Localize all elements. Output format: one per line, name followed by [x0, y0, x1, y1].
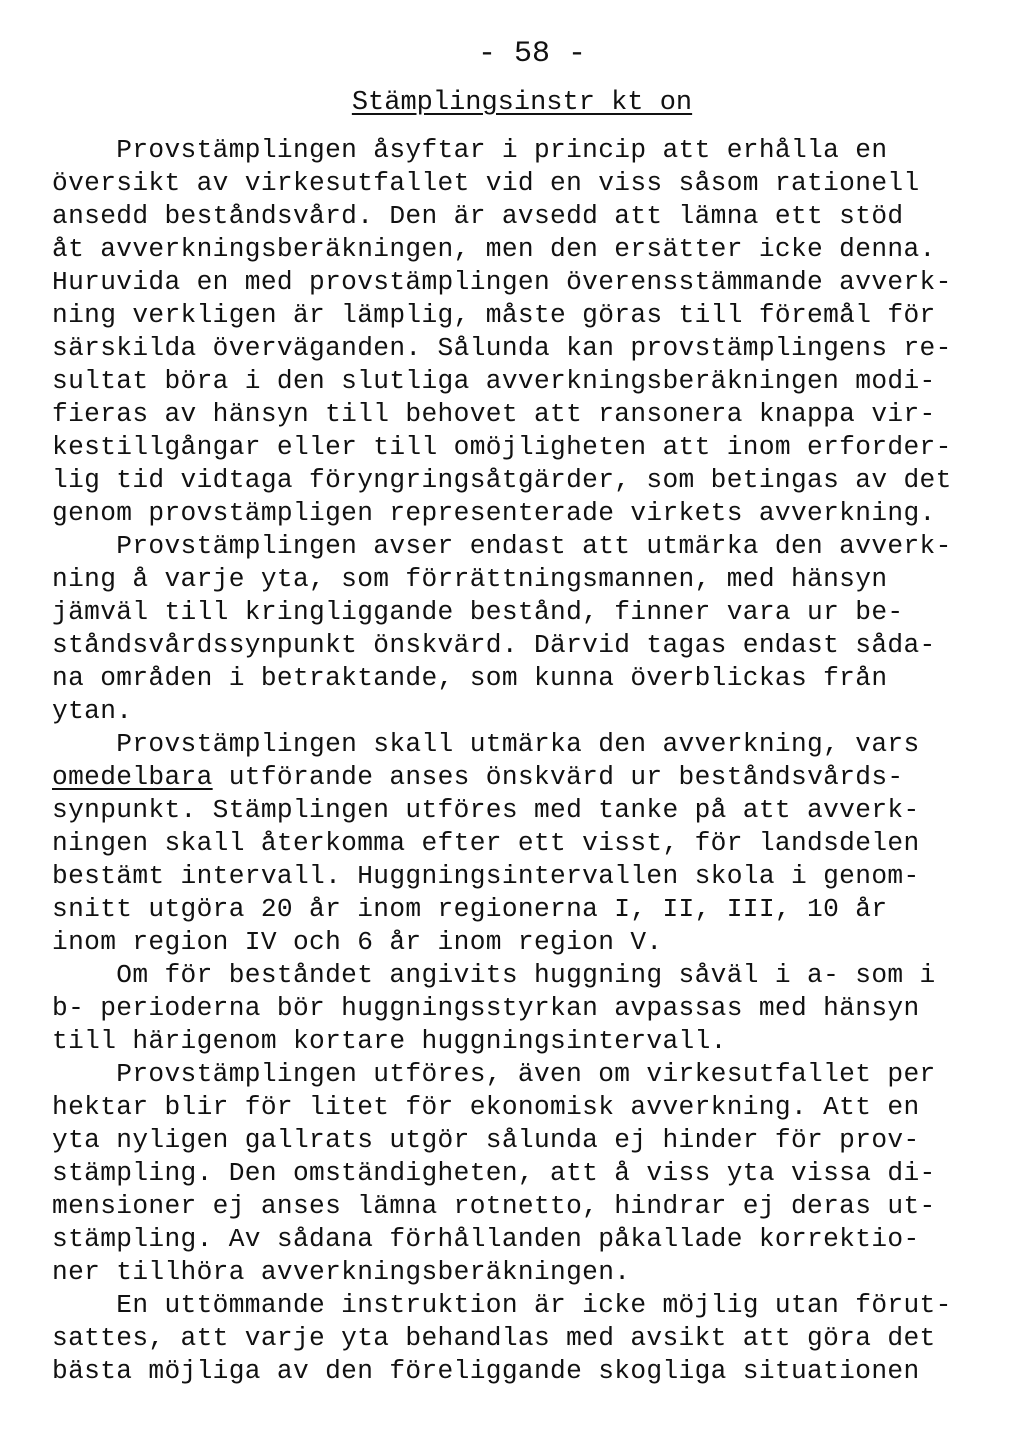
text-line: bestämt intervall. Huggningsintervallen skola i genom-	[52, 861, 920, 891]
text-line: ansedd beståndsvård. Den är avsedd att lämna ett stöd	[52, 201, 904, 231]
text-line: ytan.	[52, 696, 133, 726]
text-line: synpunkt. Stämplingen utföres med tanke på att avverk-	[52, 795, 920, 825]
body-text	[52, 134, 992, 1388]
text-line: Provstämplingen åsyftar i princip att erhålla en	[52, 135, 888, 165]
text-line: stämpling. Den omständigheten, att å viss yta vissa di-	[52, 1158, 936, 1188]
text-line: ningen skall återkomma efter ett visst, för landsdelen	[52, 828, 920, 858]
text-line: Provstämplingen avser endast att utmärka den avverk-	[52, 531, 952, 561]
page-number: - 58 -	[477, 37, 587, 71]
page-title: Stämplingsinstr kt on	[351, 88, 693, 118]
text-line: till härigenom kortare huggningsintervall.	[52, 1026, 727, 1056]
text-line: Om för beståndet angivits huggning såväl i a- som i	[52, 960, 936, 990]
text-line: yta nyligen gallrats utgör sålunda ej hinder för prov-	[52, 1125, 920, 1155]
text-line: hektar blir för litet för ekonomisk avverkning. Att en	[52, 1092, 920, 1122]
text-line: b- perioderna bör huggningsstyrkan avpassas med hänsyn	[52, 993, 920, 1023]
text-line: lig tid vidtaga föryngringsåtgärder, som betingas av det	[52, 465, 952, 495]
text-line: En uttömmande instruktion är icke möjlig utan förut-	[52, 1290, 952, 1320]
text-line: bästa möjliga av den föreliggande skogliga situationen	[52, 1356, 920, 1386]
text-line: ning å varje yta, som förrättningsmannen, med hänsyn	[52, 564, 888, 594]
text-line: Provstämplingen utföres, även om virkesutfallet per	[52, 1059, 936, 1089]
text-line: genom provstämpligen representerade virkets avverkning.	[52, 498, 936, 528]
text-line: ner tillhöra avverkningsberäkningen.	[52, 1257, 631, 1287]
text-line: särskilda överväganden. Sålunda kan provstämplingens re-	[52, 333, 952, 363]
underlined-word: omedelbara	[52, 762, 213, 792]
text-line: Huruvida en med provstämplingen överensstämmande avverk-	[52, 267, 952, 297]
text-line: ning verkligen är lämplig, måste göras till föremål för	[52, 300, 936, 330]
text-line: sultat böra i den slutliga avverkningsberäkningen modi-	[52, 366, 936, 396]
underlined-line-rest: utförande anses önskvärd ur beståndsvårds-	[212, 762, 904, 792]
text-line: Provstämplingen skall utmärka den avverkning, vars	[52, 729, 920, 759]
text-line: sattes, att varje yta behandlas med avsikt att göra det	[52, 1323, 936, 1353]
text-line: fieras av hänsyn till behovet att ransonera knappa vir-	[52, 399, 936, 429]
text-line-underlined	[52, 761, 992, 794]
text-line: kestillgångar eller till omöjligheten att inom erforder-	[52, 432, 952, 462]
text-line: na områden i betraktande, som kunna överblickas från	[52, 663, 888, 693]
text-line: mensioner ej anses lämna rotnetto, hindrar ej deras ut-	[52, 1191, 936, 1221]
text-line: översikt av virkesutfallet vid en viss såsom rationell	[52, 168, 920, 198]
text-line: stämpling. Av sådana förhållanden påkallade korrektio-	[52, 1224, 920, 1254]
text-line: snitt utgöra 20 år inom regionerna I, II, III, 10 år	[52, 894, 888, 924]
text-line: jämväl till kringliggande bestånd, finner vara ur be-	[52, 597, 904, 627]
text-line: inom region IV och 6 år inom region V.	[52, 927, 663, 957]
text-line: ståndsvårdssynpunkt önskvärd. Därvid tagas endast såda-	[52, 630, 936, 660]
text-line: åt avverkningsberäkningen, men den ersätter icke denna.	[52, 234, 936, 264]
